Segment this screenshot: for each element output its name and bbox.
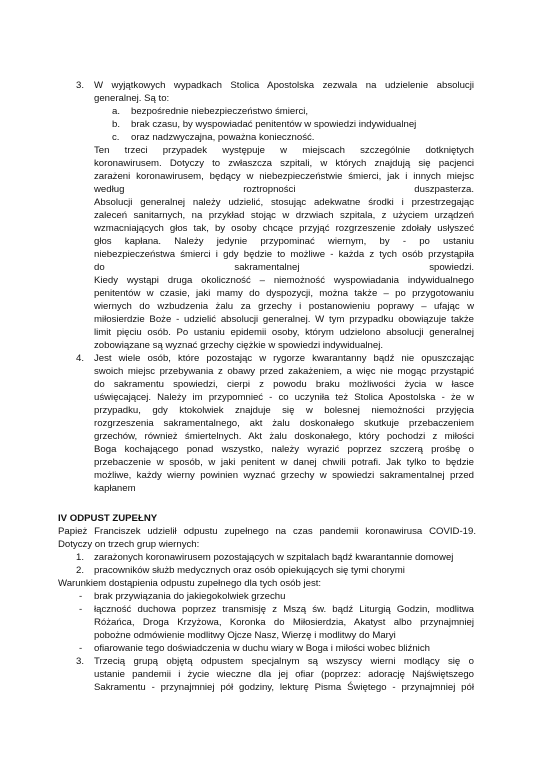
item3-body-line: według roztropności duszpasterza.: [94, 184, 474, 195]
item3-body-line: wiernych do wzbudzenia żalu za grzechy i postanowieniu poprawy – ufając w: [94, 301, 474, 312]
item3-body-line: penitentów w czasie, jaki mamy do dyspozycji, można także – po przygotowaniu: [94, 288, 474, 299]
item4-line: do sakramentu spowiedzi, cierpi z powodu braku możliwości życia w łasce: [94, 379, 474, 390]
item3-intro-line: W wyjątkowych wypadkach Stolica Apostolska zezwala na udzielenie absolucji: [94, 80, 474, 91]
item3-body-line: zobowiązane są wyznać grzechy ciężkie w spowiedzi indywidualnej.: [94, 340, 384, 351]
condition-line: brak przywiązania do jakiegokolwiek grzechu: [94, 591, 286, 602]
item4-line: przebaczenie w sposób, w jaki penitent w danej chwili potrafi. Jak tylko to będzie: [94, 457, 474, 468]
condition-dash: -: [79, 604, 83, 615]
item4-line: kapłanem: [94, 483, 136, 494]
group-marker-1: 1.: [76, 552, 85, 563]
item3-body-line: do sakramentalnej spowiedzi.: [94, 262, 474, 273]
item4-line: uświęcającej. Należy im przypomnieć - co uczyniła też Stolica Apostolska - że w: [94, 392, 474, 403]
condition-dash: -: [79, 643, 83, 654]
group-3-line: ustanie pandemii i życie wieczne dla jej ofiar (poprzez: adorację Najświętszego: [94, 669, 474, 680]
item3-body-line: głos kapłana. Należy jedynie przypominać wiernym, by - po ustaniu: [94, 236, 474, 247]
item4-line: przypadku, gdy ktokolwiek znajduje się w bolesnej niemożności przyjęcia: [94, 405, 474, 416]
item3-body-line: koronawirusem. Dotyczy to zwłaszcza szpitali, w których znajdują się pacjenci: [94, 158, 474, 169]
group-2-text: pracowników służb medycznych oraz osób opiekujących się tymi chorymi: [94, 565, 405, 576]
condition-dash: -: [79, 591, 83, 602]
case-b-text: brak czasu, by wyspowiadać penitentów w spowiedzi indywidualnej: [131, 119, 417, 130]
item3-body-line: zaleceń sanitarnych, na przykład stojąc w drzwiach szpitala, z użyciem urządzeń: [94, 210, 474, 221]
condition-line: łączność duchowa poprzez transmisję z Mszą św. bądź Liturgią Godzin, modlitwa: [94, 604, 474, 615]
section4-intro-line: Papież Franciszek udzielił odpustu zupełnego na czas pandemii koronawirusa COVID-19.: [58, 526, 476, 537]
group-marker-3: 3.: [76, 656, 85, 667]
item3-body-line: niebezpieczeństwa śmierci i gdy będzie to możliwe - każda z tych osób przystąpiła: [94, 249, 474, 260]
item3-body-line: Absolucji generalnej należy udzielić, stosując adekwatne środki i przestrzegając: [94, 197, 474, 208]
conditions-intro: Warunkiem dostąpienia odpustu zupełnego dla tych osób jest:: [58, 578, 322, 589]
item3-intro-line: generalnej. Są to:: [94, 93, 170, 104]
item3-body-line: Kiedy wystąpi druga okoliczność – niemożność wyspowiadania indywidualnego: [94, 275, 474, 286]
list-number-4: 4.: [76, 353, 85, 364]
list-number-3: 3.: [76, 80, 85, 91]
case-c-text: oraz nadzwyczajna, poważna konieczność.: [131, 132, 315, 143]
case-marker-a: a.: [112, 106, 121, 117]
item4-line: Boga kochającego ponad wszystko, należy wyrazić poprzez szczerą prośbę o: [94, 444, 474, 455]
item3-body-line: zarażeni koronawirusem, będący w niebezpieczeństwie śmierci, jak i innych miejsc: [94, 171, 474, 182]
condition-line: pobożne odmówienie modlitwy Ojcze Nasz, Wierzę i modlitwy do Maryi: [94, 630, 396, 641]
group-marker-2: 2.: [76, 565, 85, 576]
item4-line: grzechów, również śmiertelnych. Akt żalu doskonałego, który pochodzi z miłości: [94, 431, 474, 442]
group-3-line: Sakramentu - przynajmniej pół godziny, lekturę Pisma Świętego - przynajmniej pół: [94, 682, 474, 693]
item3-body-line: wzmacniających głos tak, by osoby chcące przyjąć rozgrzeszenie zdołały usłyszeć: [94, 223, 474, 234]
item4-line: możliwe, każdy wierny powinien wyznać grzechy w spowiedzi sakramentalnej przed: [94, 470, 474, 481]
group-1-text: zarażonych koronawirusem pozostających w szpitalach bądź kwarantannie domowej: [94, 552, 454, 563]
case-a-text: bezpośrednie niebezpieczeństwo śmierci,: [131, 106, 309, 117]
item4-line: swoich miejsc przebywania z obawy przed zakażeniem, a więc nie mogąc przystąpić: [94, 366, 474, 377]
section4-intro-line: Dotyczy on trzech grup wiernych:: [58, 539, 200, 550]
condition-line: Różańca, Droga Krzyżowa, Koronka do Miłosierdzia, Akatyst albo przynajmniej: [94, 617, 474, 628]
item3-body-line: miłosierdzie Boże - udzielić absolucji generalnej. W tym przypadku obowiązuje także: [94, 314, 474, 325]
item4-line: rozgrzeszenia sakramentalnego, akt żalu doskonałego skutkuje przebaczeniem: [94, 418, 474, 429]
group-3-line: Trzecią grupą objętą odpustem specjalnym są wszyscy wierni modlący się o: [94, 656, 474, 667]
item3-body-line: Ten trzeci przypadek występuje w miejscach szczególnie dotkniętych: [94, 145, 474, 156]
case-marker-b: b.: [112, 119, 121, 130]
condition-line: ofiarowanie tego doświadczenia w duchu wiary w Boga i miłości wobec bliźnich: [94, 643, 430, 654]
item3-body-line: limit pięciu osób. Po ustaniu epidemii osoby, którym udzielono absolucji generalnej: [94, 327, 474, 338]
item4-line: Jest wiele osób, które pozostając w rygorze kwarantanny bądź nie opuszczając: [94, 353, 474, 364]
case-marker-c: c.: [112, 132, 120, 143]
section-heading: IV ODPUST ZUPEŁNY: [58, 513, 158, 524]
